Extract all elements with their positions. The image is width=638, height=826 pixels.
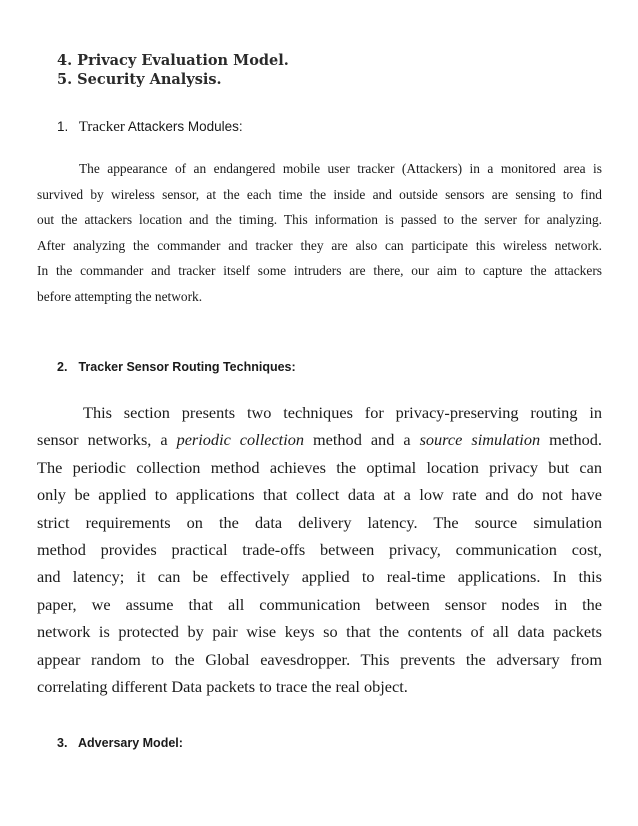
paragraph-line: The appearance of an endangered mobile user tracker (Attackers) in a monitored area is [79, 161, 602, 176]
paragraph-line: survived by wireless sensor, at the each time the inside and outside sensors are sensing to find [37, 186, 602, 202]
paragraph-line: network is protected by pair wise keys so that the contents of all data packets [37, 622, 602, 642]
paragraph-line: paper, we assume that all communication between sensor nodes in the [37, 594, 602, 614]
paragraph-line: before attempting the network. [37, 288, 203, 304]
paragraph-routing-techniques [37, 399, 602, 700]
section-title-tracker-word: Tracker [78, 119, 125, 135]
section-number: 2. [57, 360, 68, 374]
section-title: Tracker Sensor Routing Techniques: [78, 360, 296, 374]
paragraph-line [37, 426, 602, 453]
paragraph-line: only be applied to applications that collect data at a low rate and do not have [37, 485, 602, 505]
paragraph-line: out the attackers location and the timing. This information is passed to the server for analyzing. [37, 212, 602, 227]
paragraph-line: method provides practical trade-offs between privacy, communication cost, [37, 539, 602, 559]
section-heading-tracker-sensor-routing [57, 360, 296, 374]
text-run: method. [540, 430, 602, 450]
paragraph-line: The periodic collection method achieves the optimal location privacy but can [37, 457, 602, 477]
section-number: 3. [57, 736, 68, 750]
section-title: Adversary Model: [78, 736, 183, 750]
paragraph-line: and latency; it can be effectively applied to real-time applications. In this [37, 567, 602, 587]
text-run: method and a [304, 430, 420, 450]
paragraph-line: This section presents two techniques for privacy-preserving routing in [83, 403, 602, 422]
section-title-rest: Attackers Modules: [127, 119, 243, 134]
paragraph-line: correlating different Data packets to trace the real object. [37, 676, 408, 696]
section-heading-tracker-attackers-modules [57, 119, 243, 136]
section-heading-adversary-model [57, 736, 183, 750]
heading-privacy-evaluation-model: 4. Privacy Evaluation Model. [57, 52, 289, 69]
paragraph-tracker-attackers [37, 156, 602, 309]
emphasis-periodic-collection: periodic collection [176, 430, 305, 450]
heading-security-analysis: 5. Security Analysis. [57, 71, 222, 88]
paragraph-line: appear random to the Global eavesdropper. This prevents the adversary from [37, 649, 602, 669]
text-run: sensor networks, a [37, 430, 177, 450]
paragraph-line: After analyzing the commander and tracker they are also can participate this wireless network. [37, 237, 602, 253]
paragraph-line: In the commander and tracker itself some intruders are there, our aim to capture the attackers [37, 263, 602, 278]
paragraph-line: strict requirements on the data delivery latency. The source simulation [37, 512, 602, 532]
section-number: 1. [57, 119, 69, 134]
emphasis-source-simulation: source simulation [419, 430, 541, 450]
